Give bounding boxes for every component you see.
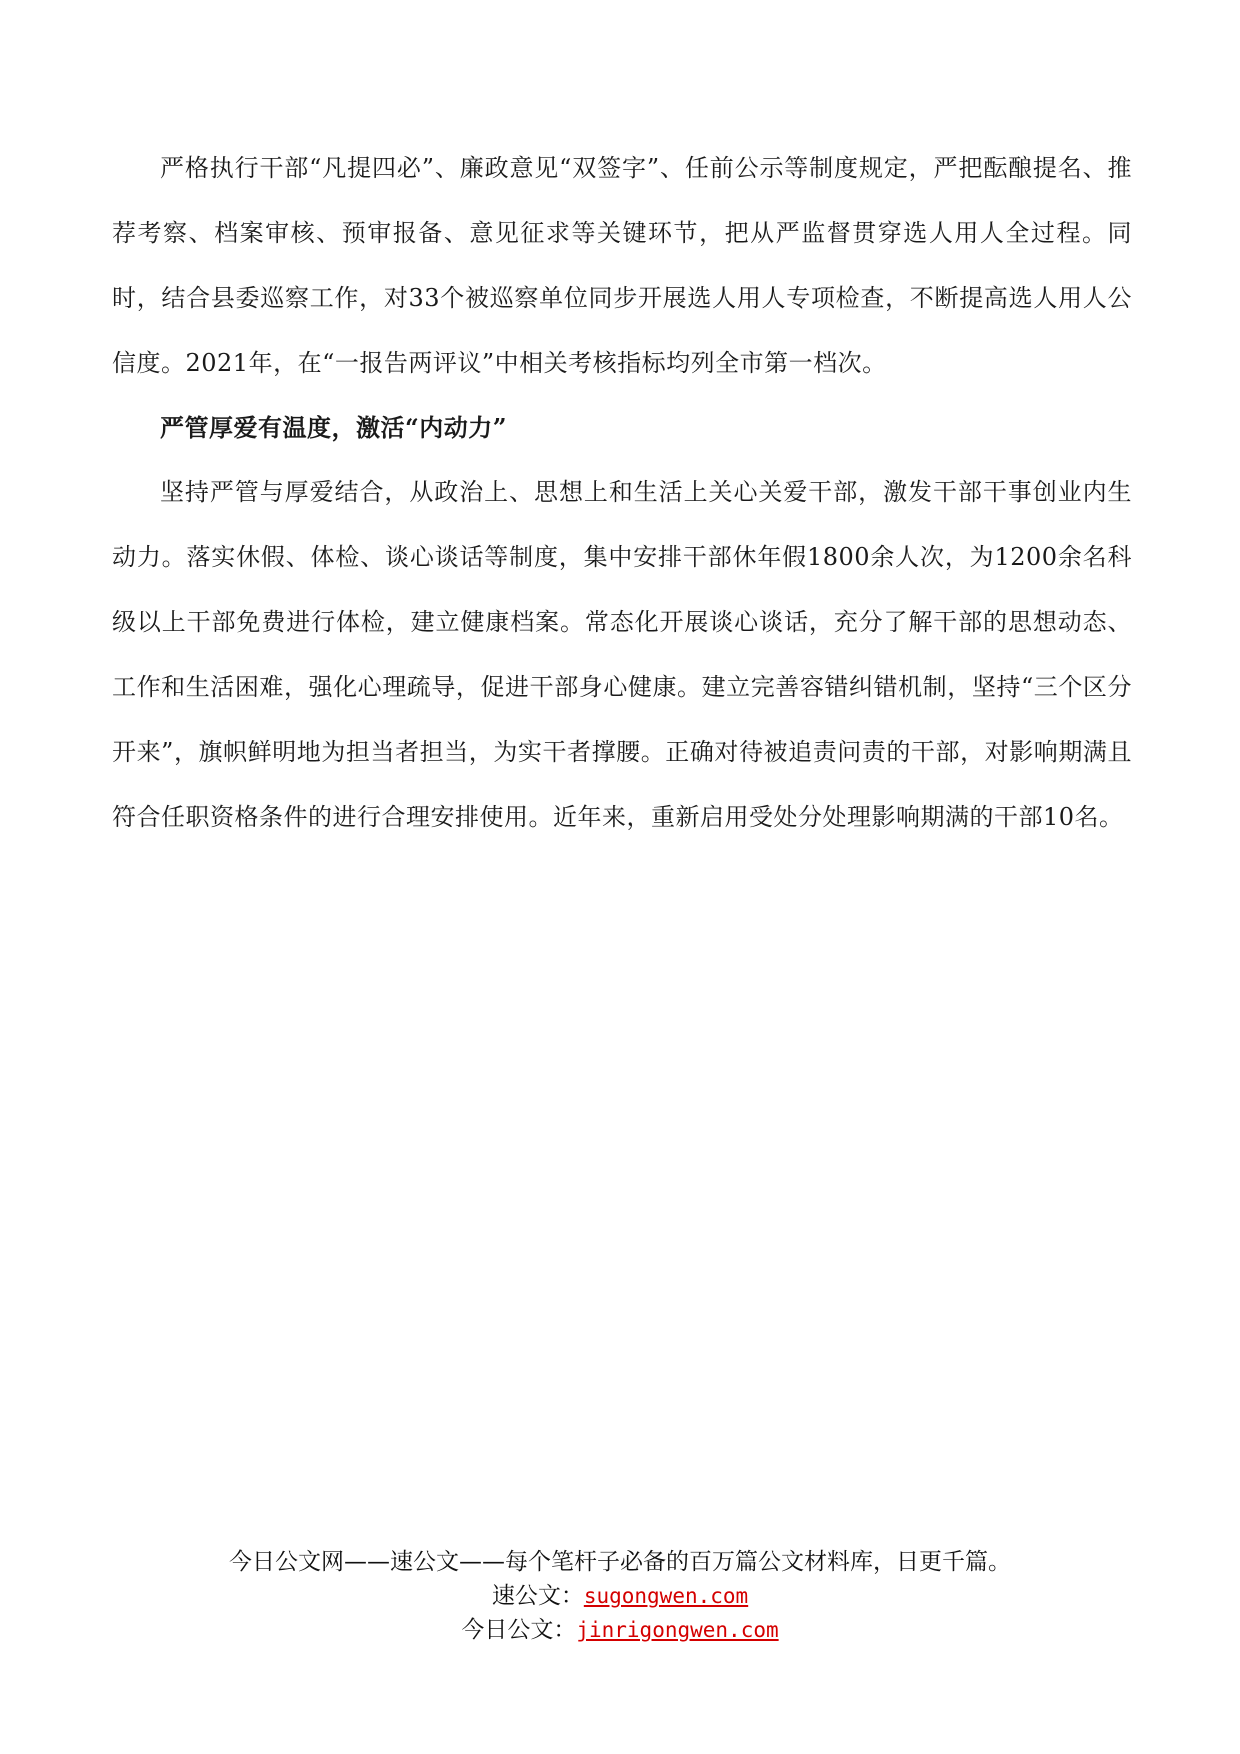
footer-link-row-sugongwen [0, 1579, 1240, 1613]
footer-link-row-jinrigongwen [0, 1613, 1240, 1647]
section-heading: 严管厚爱有温度，激活“内动力” [160, 413, 508, 442]
paragraph-care-for-cadres: 坚持严管与厚爱结合，从政治上、思想上和生活上关心关爱干部，激发干部干事创业内生动力。落实休假、体检、谈心谈话等制度，集中安排干部休年假1800余人次，为1200余名科级以上干部免费进行体检，建立健康档案。常态化开展谈心谈话，充分了解干部的思想动态、工作和生活困难，强化心理疏导，促进干部身心健康。建立完善容错纠错机制，坚持“三个区分开来”，旗帜鲜明地为担当者担当，为实干者撑腰。正确对待被追责问责的干部，对影响期满且符合任职资格条件的进行合理安排使用。近年来，重新启用受处分处理影响期满的干部10名。 [112, 478, 1132, 831]
sugongwen-link[interactable]: sugongwen.com [583, 1584, 749, 1608]
footer-link-label-jinrigongwen: 今日公文： [461, 1617, 577, 1643]
footer-link-label-sugongwen: 速公文： [491, 1583, 584, 1609]
footer-tagline: 今日公文网——速公文——每个笔杆子必备的百万篇公文材料库，日更千篇。 [229, 1549, 1011, 1575]
document-body [112, 136, 1132, 850]
page-footer [0, 1545, 1240, 1647]
paragraph-selection-supervision: 严格执行干部“凡提四必”、廉政意见“双签字”、任前公示等制度规定，严把酝酿提名、推荐考察、档案审核、预审报备、意见征求等关键环节，把从严监督贯穿选人用人全过程。同时，结合县委巡察工作，对33个被巡察单位同步开展选人用人专项检查，不断提高选人用人公信度。2021年，在“一报告两评议”中相关考核指标均列全市第一档次。 [112, 154, 1132, 377]
jinrigongwen-link[interactable]: jinrigongwen.com [576, 1618, 779, 1642]
